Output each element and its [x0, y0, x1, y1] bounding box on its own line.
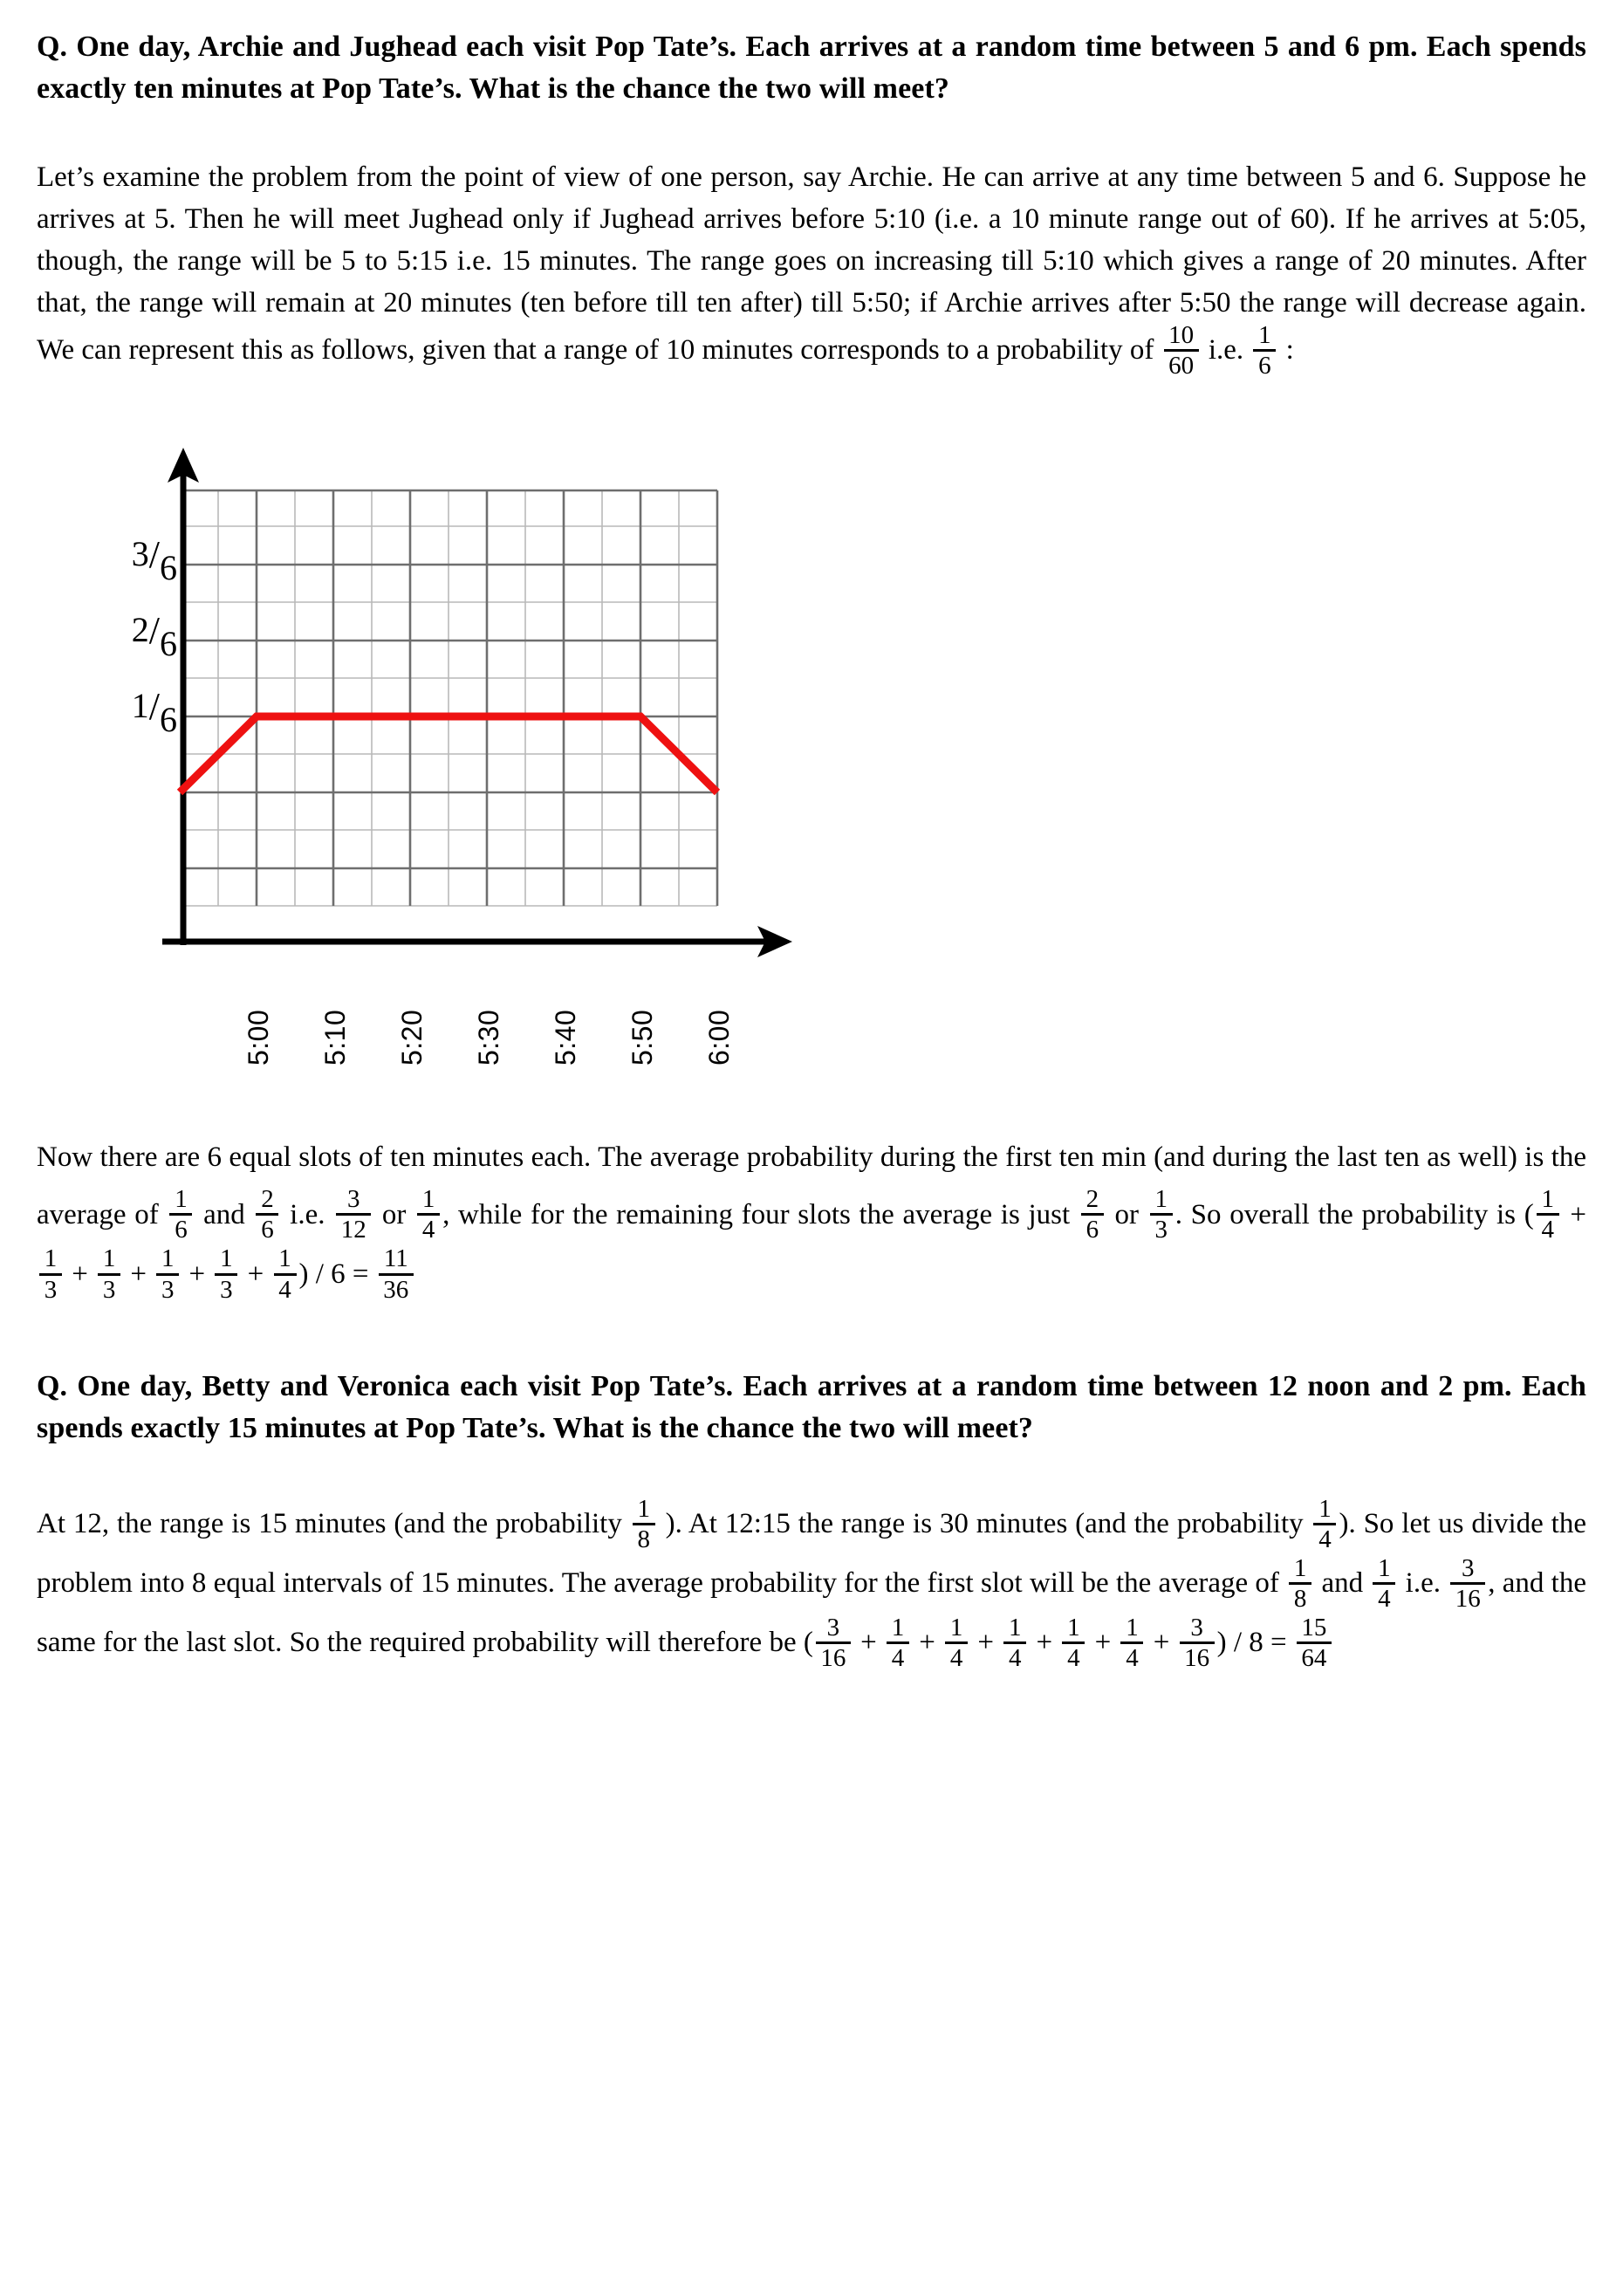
fraction-denominator: 64 [1301, 1644, 1327, 1673]
fraction-slash: / [148, 684, 160, 728]
fraction-denominator: 3 [44, 1275, 58, 1304]
fraction-3-over-12 [336, 1186, 371, 1243]
p2-text-5: , while for the remaining four slots the average is just [442, 1198, 1079, 1230]
explanation-paragraph-3 [37, 1495, 1586, 1673]
p2-text-7: . So overall the probability is ( [1174, 1198, 1534, 1230]
sum2-term-0 [816, 1614, 851, 1671]
x-axis-label-2: 5:20 [396, 1009, 428, 1066]
fraction-denominator: 4 [1126, 1644, 1139, 1673]
fraction-denominator: 8 [637, 1525, 650, 1554]
fraction-denominator: 6 [160, 547, 177, 587]
fraction-numerator: 1 [102, 1244, 116, 1273]
fraction-denominator: 8 [1293, 1585, 1307, 1614]
plus-sign: + [1029, 1627, 1060, 1659]
sum-term-2 [98, 1245, 120, 1302]
plus-sign: + [1146, 1627, 1177, 1659]
p2-text-3: i.e. [281, 1198, 334, 1230]
fraction-denominator: 4 [891, 1644, 905, 1673]
fraction-numerator: 1 [891, 1614, 905, 1642]
sum2-term-1 [887, 1614, 909, 1671]
fraction-numerator: 1 [1008, 1614, 1022, 1642]
fraction-numerator: 1 [131, 685, 149, 725]
fraction-numerator: 1 [1126, 1614, 1139, 1642]
p3-text-1: At 12, the range is 15 minutes (and the probability [37, 1508, 630, 1540]
fraction-denominator: 36 [383, 1275, 409, 1304]
fraction-numerator: 3 [346, 1185, 360, 1214]
fraction-slash: / [148, 532, 160, 576]
fraction-numerator: 1 [421, 1185, 435, 1214]
fraction-numerator: 3 [826, 1614, 840, 1642]
fraction-numerator: 1 [1541, 1185, 1554, 1214]
plus-sign: + [123, 1258, 154, 1290]
p2-text-6: or [1106, 1198, 1147, 1230]
x-axis-label-4: 5:40 [550, 1009, 581, 1066]
x-axis-label-0: 5:00 [243, 1009, 274, 1066]
fraction-denominator: 6 [261, 1216, 274, 1244]
fraction-denominator: 4 [1541, 1216, 1554, 1244]
fraction-numerator: 1 [1293, 1554, 1307, 1583]
result-15-over-64 [1297, 1614, 1332, 1671]
explanation-paragraph-2 [37, 1128, 1586, 1305]
explanation-paragraph-1 [37, 156, 1586, 381]
fraction-denominator: 3 [102, 1275, 116, 1304]
fraction-numerator: 1 [1378, 1554, 1391, 1583]
x-axis-label-1: 5:10 [319, 1009, 351, 1066]
sum2-term-4 [1062, 1614, 1085, 1671]
sum-term-0 [1537, 1186, 1559, 1243]
p3-text-7: ) / 8 = [1216, 1627, 1294, 1659]
fraction-1-over-8-b [1289, 1555, 1311, 1612]
sum2-term-5 [1120, 1614, 1143, 1671]
fraction-2-over-6 [256, 1186, 278, 1243]
fraction-numerator: 15 [1301, 1614, 1327, 1642]
fraction-denominator: 3 [220, 1275, 233, 1304]
plus-sign: + [1087, 1627, 1119, 1659]
paragraph-1-end: : [1278, 334, 1294, 367]
fraction-denominator: 4 [1318, 1525, 1332, 1554]
fraction-numerator: 1 [1154, 1185, 1168, 1214]
fraction-numerator: 1 [175, 1185, 188, 1214]
fraction-1-over-4 [417, 1186, 440, 1243]
fraction-numerator: 2 [131, 609, 149, 649]
fraction-denominator: 3 [161, 1275, 175, 1304]
fraction-numerator: 2 [1085, 1185, 1099, 1214]
result-11-over-36 [379, 1245, 414, 1302]
fraction-numerator: 1 [949, 1614, 963, 1642]
fraction-denominator: 3 [1154, 1216, 1168, 1244]
fraction-denominator: 4 [1378, 1585, 1391, 1614]
fraction-1-over-8 [633, 1496, 655, 1552]
plus-sign: + [970, 1627, 1002, 1659]
fraction-1-over-6 [169, 1186, 192, 1243]
x-axis-labels [72, 442, 822, 1066]
fraction-denominator: 12 [340, 1216, 366, 1244]
fraction-1-over-3 [1150, 1186, 1173, 1243]
question-2-heading: Q. One day, Betty and Veronica each visit Pop Tate’s. Each arrives at a random time between 12 noon and 2 pm. Each spends exactly 15 minutes at Pop Tate’s. What is the chance the two will meet? [37, 1369, 1586, 1444]
fraction-denominator: 6 [175, 1216, 188, 1244]
fraction-2-over-6-b [1081, 1186, 1104, 1243]
fraction-denominator: 4 [278, 1275, 291, 1304]
fraction-numerator: 1 [278, 1244, 291, 1273]
spacer [37, 1305, 1586, 1366]
sum2-term-2 [945, 1614, 968, 1671]
fraction-slash: / [148, 608, 160, 652]
fraction-1-over-6 [1253, 322, 1276, 379]
p2-text-4: or [373, 1198, 415, 1230]
x-axis-label-3: 5:30 [473, 1009, 504, 1066]
fraction-numerator: 1 [220, 1244, 233, 1273]
x-axis-label-5: 5:50 [627, 1009, 658, 1066]
probability-chart-figure [72, 442, 822, 1066]
sum-term-3 [156, 1245, 179, 1302]
fraction-numerator: 10 [1168, 321, 1195, 350]
fraction-denominator: 16 [1184, 1644, 1210, 1673]
spacer [37, 1450, 1586, 1495]
p2-text-8: ) / 6 = [298, 1258, 376, 1290]
fraction-denominator: 4 [1008, 1644, 1022, 1673]
p2-text-1: Now there are 6 equal slots of ten minutes each. The average probability during the first ten min (and during the last ten as well) is the average of [37, 1141, 1586, 1230]
plus-sign: + [853, 1627, 884, 1659]
p3-text-5: i.e. [1398, 1567, 1448, 1600]
plus-sign: + [1561, 1198, 1586, 1230]
fraction-denominator: 4 [1067, 1644, 1080, 1673]
p3-text-3: ). So let us divide the problem into 8 equal intervals of 15 minutes. The average probability for the first slot will be the average of [37, 1508, 1586, 1600]
fraction-numerator: 1 [1318, 1494, 1332, 1523]
fraction-numerator: 2 [261, 1185, 274, 1214]
p3-text-2: ). At 12:15 the range is 30 minutes (and the probability [657, 1508, 1311, 1540]
sum-term-5 [274, 1245, 297, 1302]
fraction-numerator: 3 [131, 533, 149, 573]
fraction-denominator: 60 [1168, 352, 1195, 380]
fraction-denominator: 16 [820, 1644, 846, 1673]
plus-sign: + [240, 1258, 271, 1290]
fraction-1-over-4 [1313, 1496, 1336, 1552]
fraction-numerator: 1 [1067, 1614, 1080, 1642]
fraction-1-over-4-b [1373, 1555, 1395, 1612]
fraction-10-over-60 [1164, 322, 1199, 379]
fraction-numerator: 3 [1190, 1614, 1203, 1642]
fraction-numerator: 11 [383, 1244, 408, 1273]
p3-text-4: and [1314, 1567, 1371, 1600]
fraction-numerator: 1 [1258, 321, 1271, 350]
fraction-numerator: 1 [161, 1244, 175, 1273]
question-1-heading: Q. One day, Archie and Jughead each visit Pop Tate’s. Each arrives at a random time between 5 and 6 pm. Each spends exactly ten minutes at Pop Tate’s. What is the chance the two will meet? [37, 31, 1586, 106]
x-axis-label-6: 6:00 [703, 1009, 735, 1066]
p2-text-2: and [195, 1198, 254, 1230]
fraction-denominator: 6 [1085, 1216, 1099, 1244]
fraction-numerator: 3 [1461, 1554, 1475, 1583]
fraction-numerator: 1 [637, 1494, 650, 1523]
plus-sign: + [181, 1258, 213, 1290]
sum2-term-3 [1003, 1614, 1026, 1671]
fraction-denominator: 16 [1455, 1585, 1481, 1614]
paragraph-1-mid: i.e. [1201, 334, 1251, 367]
fraction-denominator: 6 [160, 623, 177, 663]
fraction-denominator: 4 [421, 1216, 435, 1244]
sum2-term-6 [1180, 1614, 1215, 1671]
paragraph-1-tail-lead: probability of [996, 334, 1161, 367]
p3-text-6: , and the same for the last slot. So the required probability will therefore be ( [37, 1567, 1586, 1659]
sum-term-4 [215, 1245, 237, 1302]
paragraph-1-text: Let’s examine the problem from the point of view of one person, say Archie. He can arrive at any time between 5 and 6. Suppose he arrives at 5. Then he will meet Jughead only if Jughead arrives before 5:10 (i.e. a 10 minute range out of 60). If he arrives at 5:05, though, the range will be 5 to 5:15 i.e. 15 minutes. The range goes on increasing till 5:10 which gives a range of 20 minutes. After that, the range will remain at 20 minutes (ten before till ten after) till 5:50; if Archie arrives after 5:50 the range will decrease again. We can represent this as follows, given that a range of 10 minutes corresponds to a [37, 161, 1586, 367]
spacer [37, 111, 1586, 156]
fraction-denominator: 6 [1258, 352, 1271, 380]
fraction-3-over-16 [1450, 1555, 1485, 1612]
spacer [37, 381, 1586, 442]
sum-term-1 [39, 1245, 62, 1302]
plus-sign: + [911, 1627, 943, 1659]
fraction-numerator: 1 [44, 1244, 58, 1273]
fraction-denominator: 6 [160, 699, 177, 739]
plus-sign: + [65, 1258, 96, 1290]
fraction-denominator: 4 [949, 1644, 963, 1673]
